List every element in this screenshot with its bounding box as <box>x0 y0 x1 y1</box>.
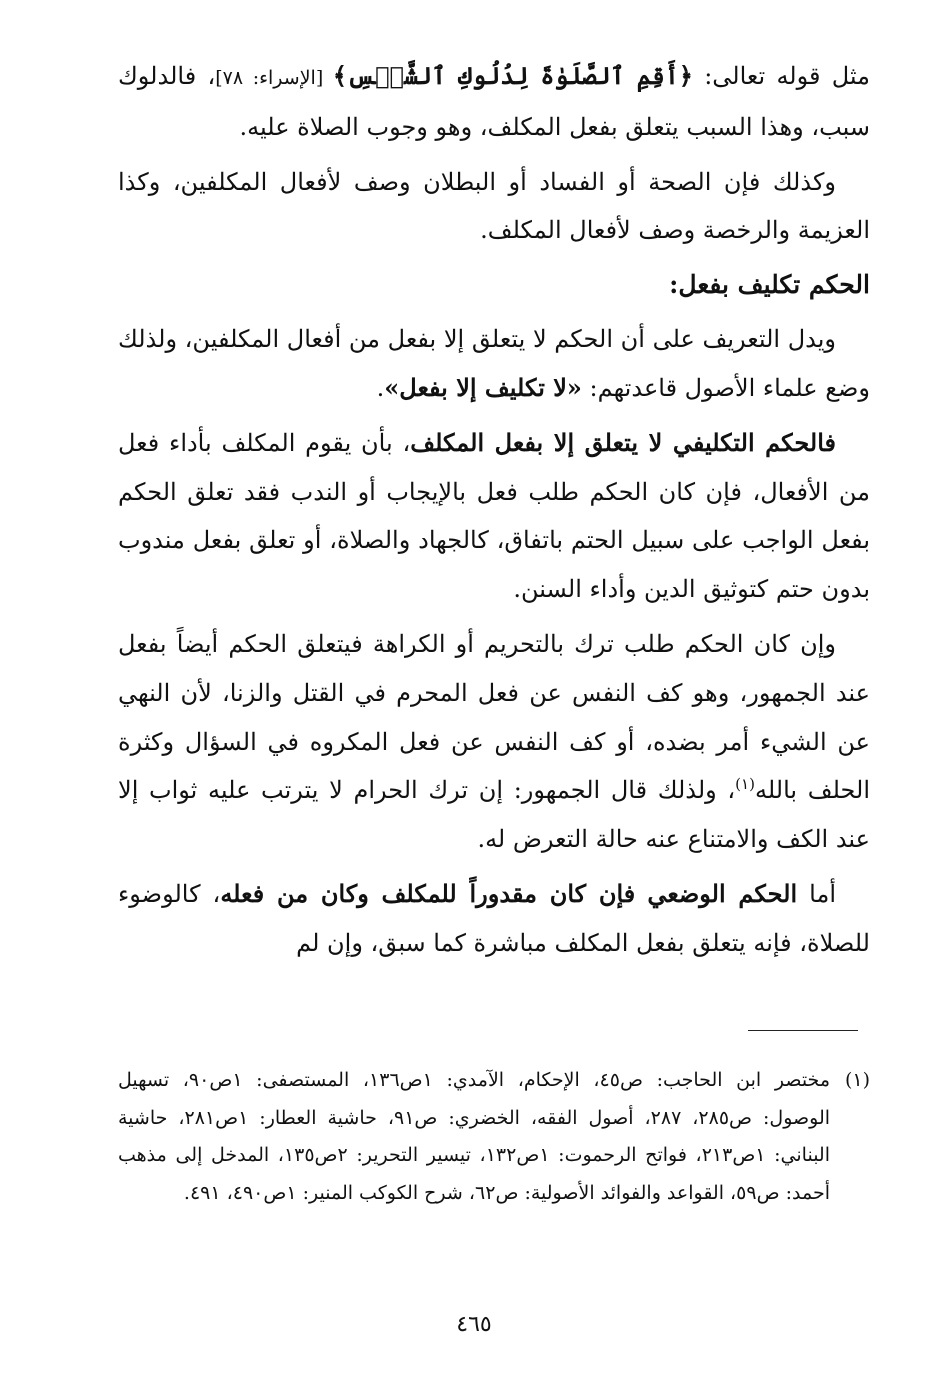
paragraph-1-text-a: مثل قوله تعالى: <box>692 62 871 90</box>
paragraph-6-text-b <box>635 880 647 908</box>
verse-reference: [الإسراء: ٧٨] <box>215 67 333 89</box>
paragraph-6-text-a: أما <box>797 879 837 908</box>
paragraph-6-bold-2: فإن كان مقدوراً للمكلف وكان من فعله <box>220 878 636 908</box>
footnote-text: مختصر ابن الحاجب: ص٤٥، الإحكام، الآمدي: ١ص١٣٦، المستصفى: ١ص٩٠، تسهيل الوصول: ص٢٨٥، ٢٨٧، أصول الفقه، الخضري: ص٩١، حاشية العطار: ١ص٢٨١، حاشية البناني: ١ص٢١٣، فواتح الرحموت: ١ص١٣٢، تيسير التحرير: ٢ص١٣٥، المدخل إلى مذهب أحمد: ص٥٩، القواعد والفوائد الأصولية: ص٦٢، شرح الكوكب المنير: ١ص٤٩٠، ٤٩١. <box>118 1069 831 1204</box>
paragraph-1 <box>118 52 870 152</box>
paragraph-3-text-b: . <box>376 373 385 402</box>
footnote-separator <box>748 1030 858 1031</box>
paragraph-5-text-b: ، ولذلك قال الجمهور: إن ترك الحرام لا يترتب عليه ثواب إلا عند الكف والامتناع عنه حالة التعرض له. <box>118 776 870 854</box>
paragraph-4 <box>118 419 870 614</box>
paragraph-3 <box>118 315 870 413</box>
paragraph-5 <box>118 620 870 864</box>
footnote-number: (١) <box>844 1069 870 1091</box>
paragraph-4-bold: فالحكم التكليفي لا يتعلق إلا بفعل المكلف <box>410 427 837 457</box>
footnote-1 <box>118 1062 870 1212</box>
paragraph-6-bold-1: الحكم الوضعي <box>647 878 798 908</box>
paragraph-1-text-b: ، فالدلوك سبب، وهذا السبب يتعلق بفعل المكلف، وهو وجوب الصلاة عليه. <box>118 62 870 141</box>
page-number: ٤٦٥ <box>456 1312 492 1337</box>
paragraph-5-text-a: وإن كان الحكم طلب ترك بالتحريم أو الكراهة فيتعلق الحكم أيضاً بفعل عند الجمهور، وهو كف النفس عن فعل المحرم في القتل والزنا، لأن النهي عن الشيء أمر بضده، أو كف النفس عن فعل المكروه في السؤال وكثرة الحلف بالله <box>118 629 870 805</box>
paragraph-6 <box>118 870 870 968</box>
footnotes <box>118 1062 870 1212</box>
paragraph-3-text-a: ويدل التعريف على أن الحكم لا يتعلق إلا بفعل من أفعال المكلفين، ولذلك وضع علماء الأصول قاعدتهم: <box>118 325 870 402</box>
paragraph-6-text-c: ، كالوضوء للصلاة، فإنه يتعلق بفعل المكلف مباشرة كما سبق، وإن لم <box>118 879 870 957</box>
rule-quote: «لا تكليف إلا بفعل» <box>384 372 582 402</box>
quran-verse: ﴿أَقِمِ ٱلصَّلَوٰةَ لِدُلُوكِ ٱلشَّمۡسِ﴾ <box>332 61 693 90</box>
paragraph-2: وكذلك فإن الصحة أو الفساد أو البطلان وصف لأفعال المكلفين، وكذا العزيمة والرخصة وصف لأفعال المكلف. <box>118 167 870 245</box>
footnote-marker[interactable]: (١) <box>735 775 755 794</box>
paragraph-4-text: ، بأن يقوم المكلف بأداء فعل من الأفعال، فإن كان الحكم طلب فعل بالإيجاب أو الندب فقد تعلق الحكم بفعل الواجب على سبيل الحتم باتفاق، كالجهاد والصلاة، أو تعلق بفعل مندوب بدون حتم كتوثيق الدين وأداء السنن. <box>118 428 871 604</box>
section-heading: الحكم تكليف بفعل: <box>669 270 870 300</box>
